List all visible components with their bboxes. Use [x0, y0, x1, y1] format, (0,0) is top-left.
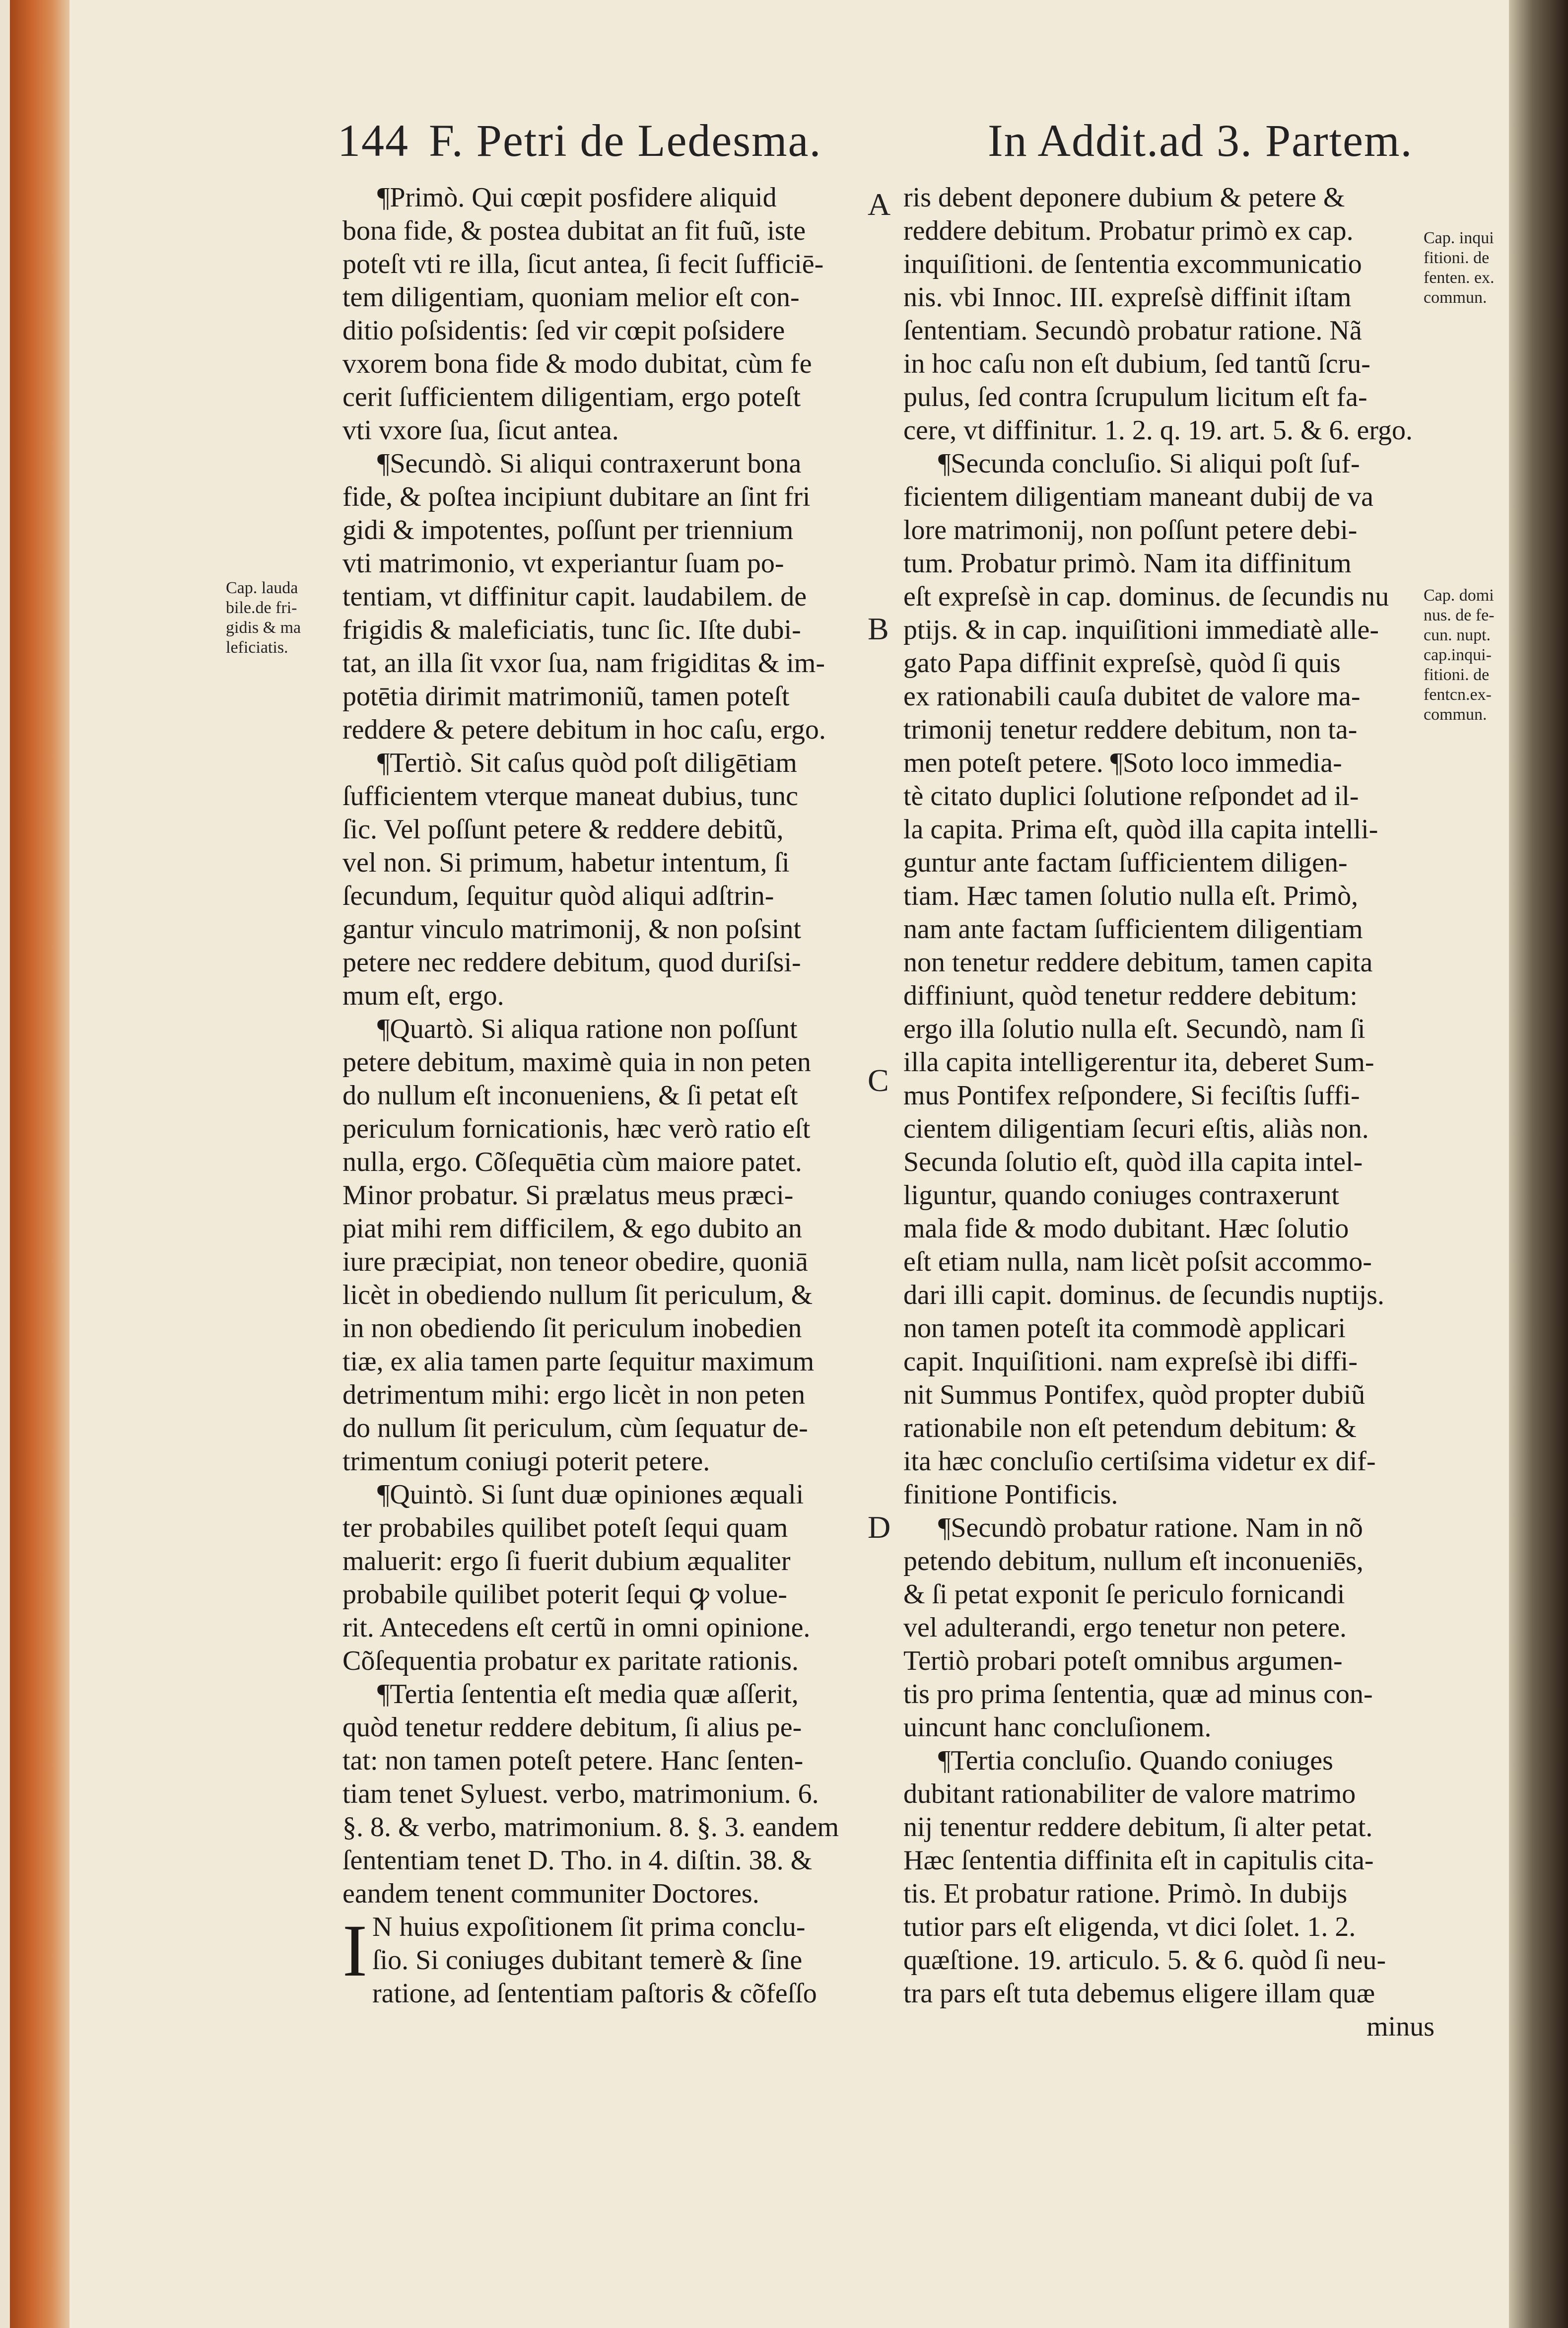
section-letter-c: C	[868, 1063, 889, 1098]
text-line: poteſt vti re illa, ſicut antea, ſi fecit ſufficiē-	[342, 249, 824, 279]
margin-note-line: nus. de fe-	[1424, 606, 1495, 624]
section-letter-b: B	[868, 611, 889, 646]
text-line: cere, vt diffinitur. 1. 2. q. 19. art. 5. & 6. ergo.	[903, 415, 1413, 446]
text-line: ſententiam tenet D. Tho. in 4. diſtin. 38. &	[342, 1845, 813, 1876]
text-line: fide, & poſtea incipiunt dubitare an ſint fri	[342, 481, 811, 512]
text-line: eandem tenent communiter Doctores.	[342, 1878, 759, 1909]
text-line: tiam. Hæc tamen ſolutio nulla eſt. Primò,	[903, 881, 1359, 911]
text-line: mum eſt, ergo.	[342, 980, 504, 1011]
text-line: tiam tenet Syluest. verbo, matrimonium. 6.	[342, 1779, 819, 1809]
text-line: la capita. Prima eſt, quòd illa capita intelli-	[903, 814, 1378, 845]
text-line: nis. vbi Innoc. III. expreſsè diffinit iſtam	[903, 282, 1352, 313]
text-line: tat: non tamen poteſt petere. Hanc ſenten-	[342, 1745, 804, 1776]
text-line: piat mihi rem difficilem, & ego dubito an	[342, 1213, 802, 1244]
text-line: petere debitum, maximè quia in non peten	[342, 1047, 811, 1078]
text-line: vel non. Si primum, habetur intentum, ſi	[342, 847, 790, 878]
margin-note-line: fitioni. de	[1424, 666, 1490, 684]
text-line: gantur vinculo matrimonij, & non poſsint	[342, 914, 801, 945]
text-line: do nullum eſt inconueniens, & ſi petat eſt	[342, 1080, 798, 1111]
text-line: detrimentum mihi: ergo licèt in non peten	[342, 1379, 806, 1410]
text-line: ¶Tertiò. Sit caſus quòd poſt diligētiam	[377, 748, 797, 778]
text-line: ita hæc concluſio certiſsima videtur ex dif-	[903, 1446, 1376, 1477]
text-line: Minor probatur. Si prælatus meus præci-	[342, 1180, 794, 1211]
margin-note-line: Cap. lauda	[226, 579, 298, 597]
right-text-column	[903, 181, 1434, 2044]
text-line: ptijs. & in cap. inquiſitioni immediatè alle-	[903, 615, 1379, 645]
text-line: gato Papa diffinit expreſsè, quòd ſi quis	[903, 648, 1341, 679]
text-line: Hæc ſententia diffinita eſt in capitulis cita-	[903, 1845, 1374, 1876]
text-line: inquiſitioni. de ſententia excommunicatio	[903, 249, 1362, 279]
margin-note-line: leficiatis.	[226, 638, 288, 657]
text-line: ¶Secunda concluſio. Si aliqui poſt ſuf-	[938, 448, 1360, 479]
text-line: vel adulterandi, ergo tenetur non petere.	[903, 1612, 1347, 1643]
text-line: potētia dirimit matrimoniũ, tamen poteſt	[342, 681, 790, 712]
text-line: tè citato duplici ſolutione reſpondet ad il-	[903, 781, 1359, 812]
margin-note-line: commun.	[1424, 288, 1487, 307]
margin-note-line: fenten. ex.	[1424, 269, 1495, 287]
left-margin-note	[226, 578, 301, 658]
text-line: frigidis & maleficiatis, tunc ſic. Iſte dubi-	[342, 615, 801, 645]
text-line: maluerit: ergo ſi fuerit dubium æqualiter	[342, 1546, 791, 1576]
text-line: eſt etiam nulla, nam licèt poſsit accommo-	[903, 1246, 1372, 1277]
text-line: licèt in obediendo nullum ſit periculum, &	[342, 1280, 813, 1310]
margin-note-line: fitioni. de	[1424, 249, 1490, 267]
text-line: cientem diligentiam ſecuri eſtis, aliàs non.	[903, 1113, 1369, 1144]
header-left	[338, 114, 821, 167]
text-line: cerit ſufficientem diligentiam, ergo poteſt	[342, 382, 801, 412]
left-text-column	[342, 181, 864, 2010]
text-line: men poteſt petere. ¶Soto loco immedia-	[903, 748, 1342, 778]
text-line: tra pars eſt tuta debemus eligere illam quæ	[903, 1978, 1375, 2009]
text-line: non tenetur reddere debitum, tamen capita	[903, 947, 1373, 978]
text-line: ſic. Vel poſſunt petere & reddere debitũ,	[342, 814, 784, 845]
text-line: rit. Antecedens eſt certũ in omni opinione.	[342, 1612, 811, 1643]
text-line: tis pro prima ſententia, quæ ad minus con-	[903, 1679, 1373, 1710]
text-line: vti vxore ſua, ſicut antea.	[342, 415, 619, 446]
page-number: 144	[338, 115, 409, 166]
text-line: tat, an illa ſit vxor ſua, nam frigiditas & im-	[342, 648, 825, 679]
text-line: vti matrimonio, vt experiantur ſuam po-	[342, 548, 784, 579]
gutter-shadow	[1509, 0, 1568, 2328]
text-line: iure præcipiat, non teneor obedire, quoniā	[342, 1246, 808, 1277]
dropcap-letter: I	[342, 1910, 367, 1992]
text-line: tis. Et probatur ratione. Primò. In dubijs	[903, 1878, 1348, 1909]
text-line: tiæ, ex alia tamen parte ſequitur maximum	[342, 1346, 815, 1377]
text-line: finitione Pontificis.	[903, 1479, 1118, 1510]
text-line: in non obediendo ſit periculum inobedien	[342, 1313, 802, 1344]
text-line: tentiam, vt diffinitur capit. laudabilem. de	[342, 581, 807, 612]
margin-note-line: bile.de fri-	[226, 599, 297, 617]
text-line: periculum fornicationis, hæc verò ratio eſt	[342, 1113, 811, 1144]
text-line: guntur ante factam ſufficientem diligen-	[903, 847, 1348, 878]
text-line: trimonij tenetur reddere debitum, non ta-	[903, 714, 1358, 745]
text-line: ¶Secundò probatur ratione. Nam in nõ	[938, 1512, 1363, 1543]
text-line: ¶Tertia concluſio. Quando coniuges	[938, 1745, 1333, 1776]
text-line: nij tenentur reddere debitum, ſi alter petat.	[903, 1812, 1373, 1843]
text-line: ditio poſsidentis: ſed vir cœpit poſsidere	[342, 315, 785, 346]
text-line: quæſtione. 19. articulo. 5. & 6. quòd ſi neu-	[903, 1945, 1386, 1976]
margin-note-line: gidis & ma	[226, 618, 301, 637]
text-line: ſententiam. Secundò probatur ratione. Nã	[903, 315, 1362, 346]
text-line: ex rationabili cauſa dubitet de valore ma-	[903, 681, 1361, 712]
text-line: probabile quilibet poterit ſequi ꝙ volue-	[342, 1579, 787, 1610]
text-line: liguntur, quando coniuges contraxerunt	[903, 1180, 1339, 1211]
dropcap-paragraph	[342, 1911, 864, 2010]
text-line: Secunda ſolutio eſt, quòd illa capita intel-	[903, 1147, 1363, 1177]
catchword: minus	[1366, 2011, 1434, 2042]
text-line: ficientem diligentiam maneant dubij de va	[903, 481, 1374, 512]
text-line: vxorem bona fide & modo dubitat, cùm fe	[342, 348, 812, 379]
text-line: trimentum coniugi poterit petere.	[342, 1446, 710, 1477]
text-line: quòd tenetur reddere debitum, ſi alius pe-	[342, 1712, 802, 1743]
text-line: capit. Inquiſitioni. nam expreſsè ibi diffi-	[903, 1346, 1358, 1377]
text-line: ſufficientem vterque maneat dubius, tunc	[342, 781, 799, 812]
text-line: reddere debitum. Probatur primò ex cap.	[903, 215, 1354, 246]
text-line: tem diligentiam, quoniam melior eſt con-	[342, 282, 800, 313]
text-line: N huius expoſitionem ſit prima conclu-	[372, 1912, 806, 1942]
text-line: non tamen poteſt ita commodè applicari	[903, 1313, 1346, 1344]
section-letter-a: A	[868, 187, 891, 222]
text-line: eſt expreſsè in cap. dominus. de ſecundis nu	[903, 581, 1389, 612]
text-line: lore matrimonij, non poſſunt petere debi-	[903, 515, 1358, 546]
text-line: dari illi capit. dominus. de ſecundis nuptijs.	[903, 1280, 1384, 1310]
text-line: rationabile non eſt petendum debitum: &	[903, 1413, 1357, 1443]
text-line: §. 8. & verbo, matrimonium. 8. §. 3. eandem	[342, 1812, 839, 1843]
text-line: petendo debitum, nullum eſt inconueniēs,	[903, 1546, 1363, 1576]
margin-note-line: cap.inqui-	[1424, 646, 1492, 664]
text-line: ergo illa ſolutio nulla eſt. Secundò, nam ſi	[903, 1014, 1365, 1044]
text-line: ¶Primò. Qui cœpit posfidere aliquid	[377, 182, 777, 213]
text-line: ſecundum, ſequitur quòd aliqui adſtrin-	[342, 881, 774, 911]
text-line: ¶Tertia ſententia eſt media quæ aſſerit,	[377, 1679, 799, 1710]
text-line: illa capita intelligerentur ita, deberet Sum-	[903, 1047, 1374, 1078]
text-line: nam ante factam ſufficientem diligentiam	[903, 914, 1363, 945]
header-left-title: F. Petri de Ledesma.	[429, 115, 822, 166]
text-line: mus Pontifex reſpondere, Si feciſtis ſuffi-	[903, 1080, 1360, 1111]
text-line: uincunt hanc concluſionem.	[903, 1712, 1212, 1743]
text-line: petere nec reddere debitum, quod duriſsi-	[342, 947, 801, 978]
text-line: do nullum ſit periculum, cùm ſequatur de-	[342, 1413, 808, 1443]
text-line: ris debent deponere dubium & petere &	[903, 182, 1345, 213]
text-line: ¶Secundò. Si aliqui contraxerunt bona	[377, 448, 802, 479]
margin-note-line: fentcn.ex-	[1424, 685, 1492, 704]
text-line: in hoc caſu non eſt dubium, ſed tantũ ſcru-	[903, 348, 1370, 379]
text-line: mala fide & modo dubitant. Hæc ſolutio	[903, 1213, 1349, 1244]
text-line: gidi & impotentes, poſſunt per triennium	[342, 515, 794, 546]
text-line: nit Summus Pontifex, quòd propter dubiũ	[903, 1379, 1365, 1410]
text-line: Tertiò probari poteſt omnibus argumen-	[903, 1645, 1343, 1676]
margin-note-line: commun.	[1424, 705, 1487, 724]
section-letter-d: D	[868, 1509, 891, 1545]
text-line: pulus, ſed contra ſcrupulum licitum eſt fa-	[903, 382, 1367, 412]
text-line: bona fide, & postea dubitat an fit fuũ, iste	[342, 215, 806, 246]
text-line: ¶Quintò. Si ſunt duæ opiniones æquali	[377, 1479, 804, 1510]
text-line: tum. Probatur primò. Nam ita diffinitum	[903, 548, 1352, 579]
margin-note-line: Cap. domi	[1424, 586, 1494, 605]
text-line: diffiniunt, quòd tenetur reddere debitum:	[903, 980, 1358, 1011]
text-line: & ſi petat exponit ſe periculo fornicandi	[903, 1579, 1345, 1610]
text-line: ratione, ad ſententiam paſtoris & cõfeſſo	[372, 1978, 817, 2009]
text-line: ſio. Si coniuges dubitant temerè & ſine	[372, 1945, 803, 1976]
margin-note-line: cun. nupt.	[1424, 626, 1491, 644]
text-line: reddere & petere debitum in hoc caſu, ergo.	[342, 714, 826, 745]
text-line: nulla, ergo. Cõſequētia cùm maiore patet.	[342, 1147, 802, 1177]
text-line: ter probabiles quilibet poteſt ſequi quam	[342, 1512, 788, 1543]
text-line: Cõſequentia probatur ex paritate rationis.	[342, 1645, 799, 1676]
page-edge	[10, 0, 69, 2328]
text-line: tutior pars eſt eligenda, vt dici ſolet. 1. 2.	[903, 1912, 1356, 1942]
header-right-title: In Addit.ad 3. Partem.	[988, 115, 1413, 166]
text-line: ¶Quartò. Si aliqua ratione non poſſunt	[377, 1014, 798, 1044]
margin-note-line: Cap. inqui	[1424, 229, 1494, 247]
text-line: dubitant rationabiliter de valore matrimo	[903, 1779, 1356, 1809]
